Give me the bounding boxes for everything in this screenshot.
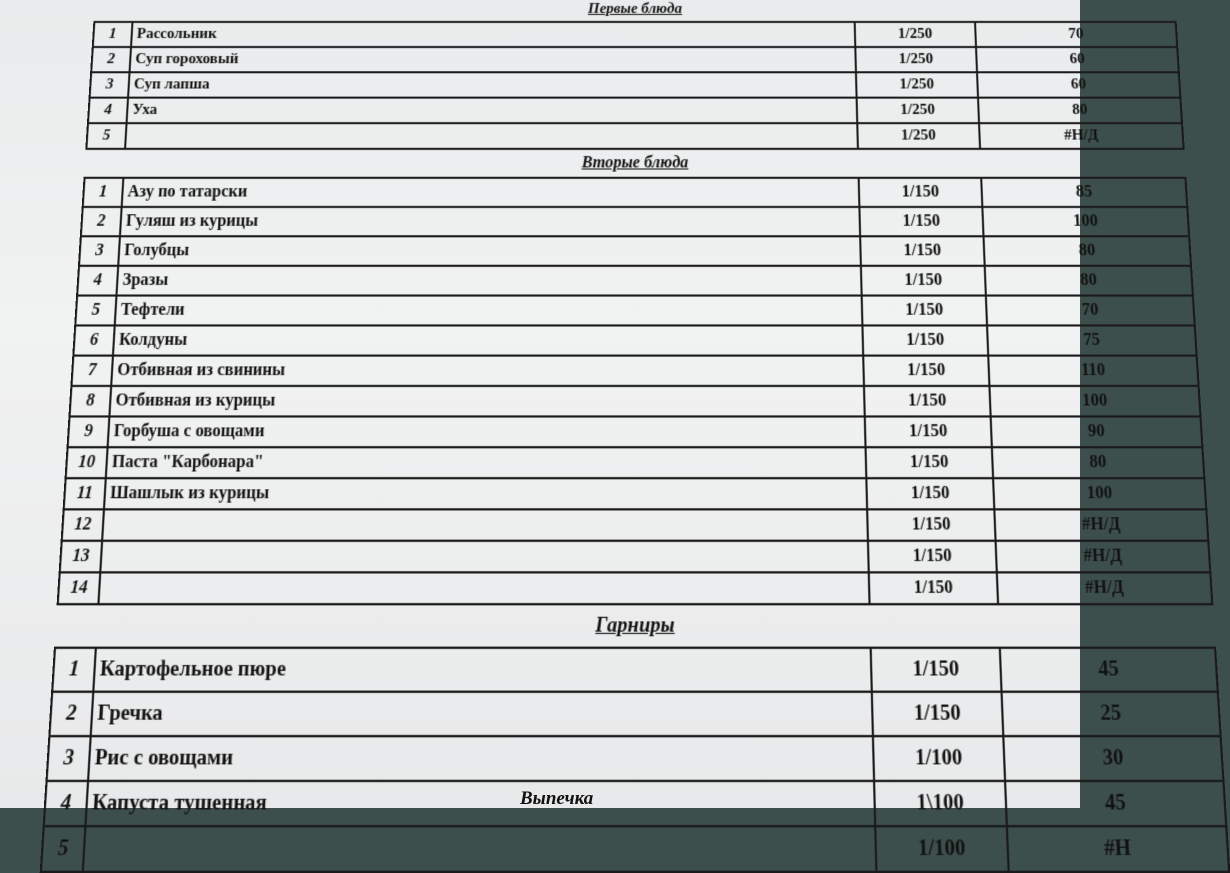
item-name: Горбуша с овощами — [108, 416, 866, 447]
item-number: 8 — [70, 386, 112, 417]
item-portion: 1/150 — [871, 648, 1002, 692]
menu-row — [88, 98, 1182, 124]
item-name: Голубцы — [118, 236, 861, 266]
menu-row — [52, 648, 1218, 692]
section-title: Гарниры — [55, 604, 1215, 648]
item-price: 30 — [1003, 736, 1223, 781]
item-price: #Н/Д — [996, 541, 1211, 573]
section-title: Первые блюда — [94, 0, 1175, 22]
item-name: Колдуны — [113, 325, 863, 355]
item-name: Азу по татарски — [122, 178, 860, 207]
item-price: 100 — [993, 478, 1206, 509]
item-price: 85 — [981, 178, 1187, 207]
item-name: Отбивная из курицы — [109, 386, 864, 417]
item-name: Гречка — [91, 692, 873, 736]
item-portion: 1/150 — [868, 541, 997, 573]
item-price: #Н/Д — [994, 509, 1208, 540]
menu-row — [47, 736, 1224, 781]
item-price: 25 — [1001, 692, 1220, 736]
item-price: 80 — [992, 447, 1205, 478]
menu-table-container — [40, 0, 1230, 873]
item-number: 12 — [62, 509, 104, 540]
item-portion: 1/100 — [875, 826, 1008, 872]
item-portion: 1/150 — [859, 207, 983, 236]
item-number: 3 — [47, 736, 91, 781]
menu-row — [77, 266, 1193, 296]
item-name: Шашлык из курицы — [104, 478, 867, 509]
menu-row — [62, 509, 1209, 540]
item-name: Суп гороховый — [130, 47, 856, 72]
menu-row — [70, 386, 1201, 417]
item-price: 90 — [991, 416, 1203, 447]
item-name: Картофельное пюре — [93, 648, 871, 692]
item-name: Отбивная из свинины — [111, 356, 864, 386]
menu-row — [81, 207, 1189, 236]
item-portion: 1/250 — [857, 123, 980, 149]
menu-row — [90, 72, 1181, 97]
item-name — [102, 509, 868, 540]
item-price: 100 — [982, 207, 1189, 236]
item-name — [100, 541, 868, 573]
item-number: 13 — [60, 541, 102, 573]
item-price: 45 — [1005, 781, 1226, 826]
item-portion: 1/150 — [872, 692, 1004, 736]
item-price: #Н — [1007, 826, 1229, 872]
item-portion: 1/150 — [867, 509, 995, 540]
item-number: 5 — [86, 123, 126, 149]
item-number: 2 — [91, 47, 131, 72]
menu-row — [49, 692, 1220, 736]
item-price: 100 — [989, 386, 1200, 417]
item-portion: 1/150 — [869, 572, 998, 604]
item-portion: 1/150 — [861, 266, 986, 296]
item-number: 14 — [58, 572, 101, 604]
item-portion: 1/150 — [866, 478, 994, 509]
item-name: Паста "Карбонара" — [106, 447, 866, 478]
item-portion: 1/250 — [855, 47, 977, 72]
item-number: 3 — [90, 72, 130, 97]
item-portion: 1/150 — [864, 386, 991, 417]
menu-row — [73, 325, 1196, 355]
item-name — [98, 572, 869, 604]
menu-row — [44, 781, 1227, 826]
item-number: 4 — [77, 266, 118, 296]
item-number: 11 — [64, 478, 106, 509]
menu-row — [93, 22, 1177, 47]
item-price: 60 — [976, 47, 1179, 72]
item-name: Зразы — [116, 266, 861, 296]
item-portion: 1/150 — [859, 178, 983, 207]
item-portion: 1\100 — [874, 781, 1007, 826]
item-name: Гуляш из курицы — [120, 207, 860, 236]
menu-row — [58, 572, 1213, 604]
menu-body — [41, 0, 1229, 872]
item-number: 1 — [83, 178, 124, 207]
menu-row — [64, 478, 1207, 509]
item-portion: 1/100 — [873, 736, 1005, 781]
item-portion: 1/150 — [863, 356, 989, 386]
menu-row — [71, 356, 1198, 386]
item-price: 80 — [985, 266, 1193, 296]
item-price: 80 — [978, 98, 1182, 124]
item-portion: 1/150 — [862, 296, 987, 326]
item-price: 70 — [986, 296, 1195, 326]
menu-row — [91, 47, 1179, 72]
item-number: 10 — [66, 447, 108, 478]
item-price: 45 — [1000, 648, 1218, 692]
item-price: #Н/Д — [979, 123, 1184, 149]
menu-row — [60, 541, 1211, 573]
item-name: Уха — [127, 98, 858, 124]
item-portion: 1/150 — [865, 416, 992, 447]
item-name: Суп лапша — [128, 72, 856, 97]
item-number: 6 — [73, 325, 114, 355]
item-portion: 1/250 — [856, 72, 978, 97]
item-number: 9 — [68, 416, 110, 447]
section-header — [55, 604, 1215, 648]
item-number: 3 — [79, 236, 120, 266]
item-price: 75 — [987, 325, 1197, 355]
item-number: 5 — [75, 296, 116, 326]
section-title-bakery: Выпечка — [520, 788, 594, 809]
menu-table — [40, 0, 1230, 873]
item-price: 110 — [988, 356, 1198, 386]
menu-row — [86, 123, 1183, 149]
item-number: 2 — [49, 692, 93, 736]
item-name: Рис с овощами — [88, 736, 874, 781]
item-price: 70 — [975, 22, 1177, 47]
menu-row — [41, 826, 1229, 872]
menu-row — [75, 296, 1194, 326]
item-number: 1 — [93, 22, 133, 47]
menu-row — [66, 447, 1205, 478]
item-name — [83, 826, 877, 872]
item-name: Тефтели — [115, 296, 863, 326]
item-name: Рассольник — [131, 22, 855, 47]
section-header — [94, 0, 1175, 22]
section-title: Вторые блюда — [85, 149, 1186, 178]
item-number: 5 — [41, 826, 86, 872]
menu-row — [83, 178, 1188, 207]
item-number: 1 — [52, 648, 96, 692]
item-portion: 1/150 — [865, 447, 993, 478]
menu-row — [68, 416, 1203, 447]
item-name: Капуста тушенная — [85, 781, 875, 826]
item-portion: 1/150 — [860, 236, 985, 266]
item-price: #Н/Д — [997, 572, 1213, 604]
item-portion: 1/250 — [855, 22, 976, 47]
item-name — [125, 123, 858, 149]
item-number: 4 — [88, 98, 128, 124]
item-number: 7 — [71, 356, 113, 386]
item-price: 80 — [983, 236, 1191, 266]
item-price: 60 — [977, 72, 1180, 97]
menu-row — [79, 236, 1191, 266]
item-number: 4 — [44, 781, 88, 826]
item-number: 2 — [81, 207, 122, 236]
item-portion: 1/150 — [862, 325, 988, 355]
section-header — [85, 149, 1186, 178]
item-portion: 1/250 — [857, 98, 979, 124]
